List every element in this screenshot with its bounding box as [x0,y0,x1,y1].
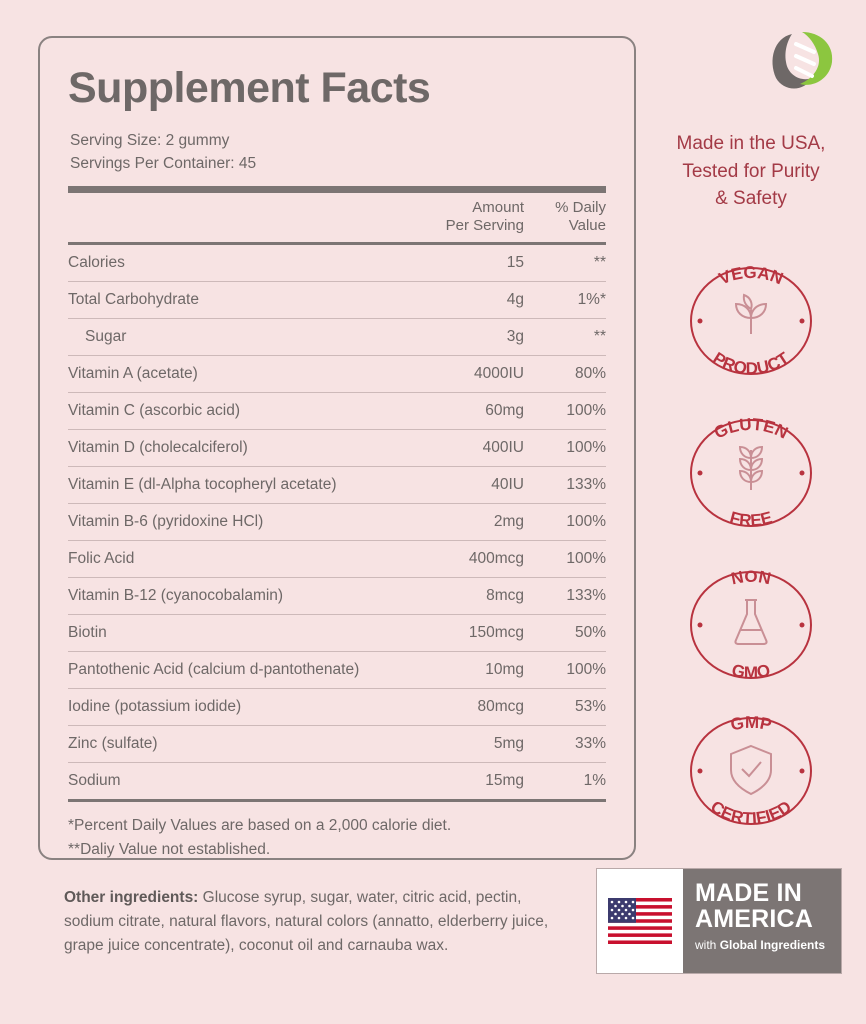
table-row [68,763,606,799]
badge-gmp-certified [672,712,830,830]
table-row [68,504,606,540]
nutrient-amount: 15mg [485,772,524,790]
nutrient-daily-value: 100% [566,439,606,457]
svg-text:NON: NON [729,567,773,589]
nutrient-amount: 2mg [493,513,524,531]
nutrient-name: Folic Acid [68,550,135,568]
made-in-america-badge [596,868,842,974]
table-header-row [68,193,606,243]
badge-non-gmo [672,566,830,684]
table-row [68,726,606,762]
usa-flag-icon [597,869,683,973]
nutrient-amount: 60mg [485,402,524,420]
usa-line-3: & Safety [715,188,787,210]
made-in-america-text [683,869,841,973]
table-row [68,652,606,688]
svg-text:GLUTEN: GLUTEN [711,414,792,443]
servings-per-container: Servings Per Container: 45 [70,155,257,173]
nutrient-amount: 4g [506,291,524,309]
other-ingredients-label: Other ingredients: [64,889,199,906]
nutrient-daily-value: ** [593,254,606,272]
nutrient-name: Total Carbohydrate [68,291,199,309]
footnotes [68,802,606,862]
column-header-dv-line1: % Daily [555,198,606,216]
nutrient-daily-value: 33% [574,735,606,753]
table-row [68,615,606,651]
svg-text:GMP: GMP [728,712,774,735]
made-in-usa-text [648,130,854,213]
nutrient-name: Zinc (sulfate) [68,735,158,753]
nutrient-name: Calories [68,254,125,272]
nutrient-name: Iodine (potassium iodide) [68,698,242,716]
column-header-daily-value [524,199,606,237]
nutrient-daily-value: 133% [566,587,606,605]
svg-text:GMO: GMO [730,660,772,682]
footnote-daily-value-not-established: **Daliy Value not established. [68,841,271,859]
divider-thick-top [68,186,606,193]
usa-line-1: Made in the USA, [676,133,826,154]
nutrient-table [68,245,606,799]
nutrient-daily-value: 100% [566,513,606,531]
made-in-america-line1: MADE IN [695,879,802,907]
column-header-amount-line1: Amount [472,198,524,216]
nutrient-daily-value: 1%* [577,291,606,309]
badge-vegan-product [672,262,830,380]
table-row [68,319,606,355]
nutrient-daily-value: ** [593,328,606,346]
nutrient-name: Vitamin B-12 (cyanocobalamin) [68,587,284,605]
badge-gluten-free [672,414,830,532]
nutrient-amount: 10mg [485,661,524,679]
svg-text:PRODUCT: PRODUCT [709,348,793,379]
nutrient-name: Sugar [85,328,127,346]
table-row [68,356,606,392]
table-row [68,282,606,318]
nutrient-name: Vitamin A (acetate) [68,365,198,383]
column-header-dv-line2: Value [568,217,606,235]
column-header-amount [394,199,524,237]
svg-text:CERTIFIED: CERTIFIED [707,796,795,829]
nutrient-daily-value: 53% [574,698,606,716]
footnote-percent-daily-value: *Percent Daily Values are based on a 2,000 calorie diet. [68,817,452,835]
nutrient-daily-value: 80% [574,365,606,383]
nutrient-amount: 3g [506,328,524,346]
made-in-america-subtitle [695,938,831,952]
nutrient-amount: 400IU [482,439,524,457]
nutrient-amount: 4000IU [474,365,524,383]
page-title: Supplement Facts [68,64,431,112]
nutrient-name: Biotin [68,624,107,642]
nutrient-name: Vitamin B-6 (pyridoxine HCl) [68,513,264,531]
svg-text:VEGAN: VEGAN [716,262,786,289]
nutrient-name: Vitamin C (ascorbic acid) [68,402,240,420]
made-in-america-sub-strong: Global Ingredients [719,938,826,952]
other-ingredients [64,886,564,958]
nutrient-name: Vitamin D (cholecalciferol) [68,439,248,457]
nutrient-amount: 40IU [491,476,524,494]
nutrient-daily-value: 1% [583,772,606,790]
nutrient-daily-value: 100% [566,661,606,679]
table-row [68,393,606,429]
table-row [68,245,606,281]
column-header-amount-line2: Per Serving [445,217,524,235]
nutrient-daily-value: 100% [566,550,606,568]
table-row [68,541,606,577]
svg-text:FREE: FREE [727,507,775,531]
nutrient-amount: 80mcg [477,698,524,716]
nutrient-amount: 15 [506,254,524,272]
nutrient-amount: 150mcg [468,624,524,642]
nutrient-daily-value: 133% [566,476,606,494]
serving-size: Serving Size: 2 gummy [70,132,230,150]
usa-line-2: Tested for Purity [682,160,820,182]
nutrient-name: Sodium [68,772,121,790]
table-row [68,578,606,614]
table-row [68,689,606,725]
made-in-america-line2: AMERICA [695,904,814,933]
nutrient-name: Pantothenic Acid (calcium d-pantothenate) [68,661,360,679]
nutrient-amount: 8mcg [486,587,524,605]
nutrient-name: Vitamin E (dl-Alpha tocopheryl acetate) [68,476,337,494]
table-row [68,430,606,466]
brand-logo-icon [762,26,838,96]
other-ingredients-text: Glucose syrup, sugar, water, citric acid, pectin, sodium citrate, natural flavors, natural colors (annatto, elderberry juice, grape juice concentrate), coconut oil and carnauba wax. [64,889,549,955]
table-row [68,467,606,503]
made-in-america-sub-prefix: with [695,938,720,952]
supplement-facts-panel [38,36,636,860]
nutrient-daily-value: 50% [574,624,606,642]
nutrient-daily-value: 100% [566,402,606,420]
nutrient-amount: 400mcg [468,550,524,568]
nutrient-amount: 5mg [493,735,524,753]
